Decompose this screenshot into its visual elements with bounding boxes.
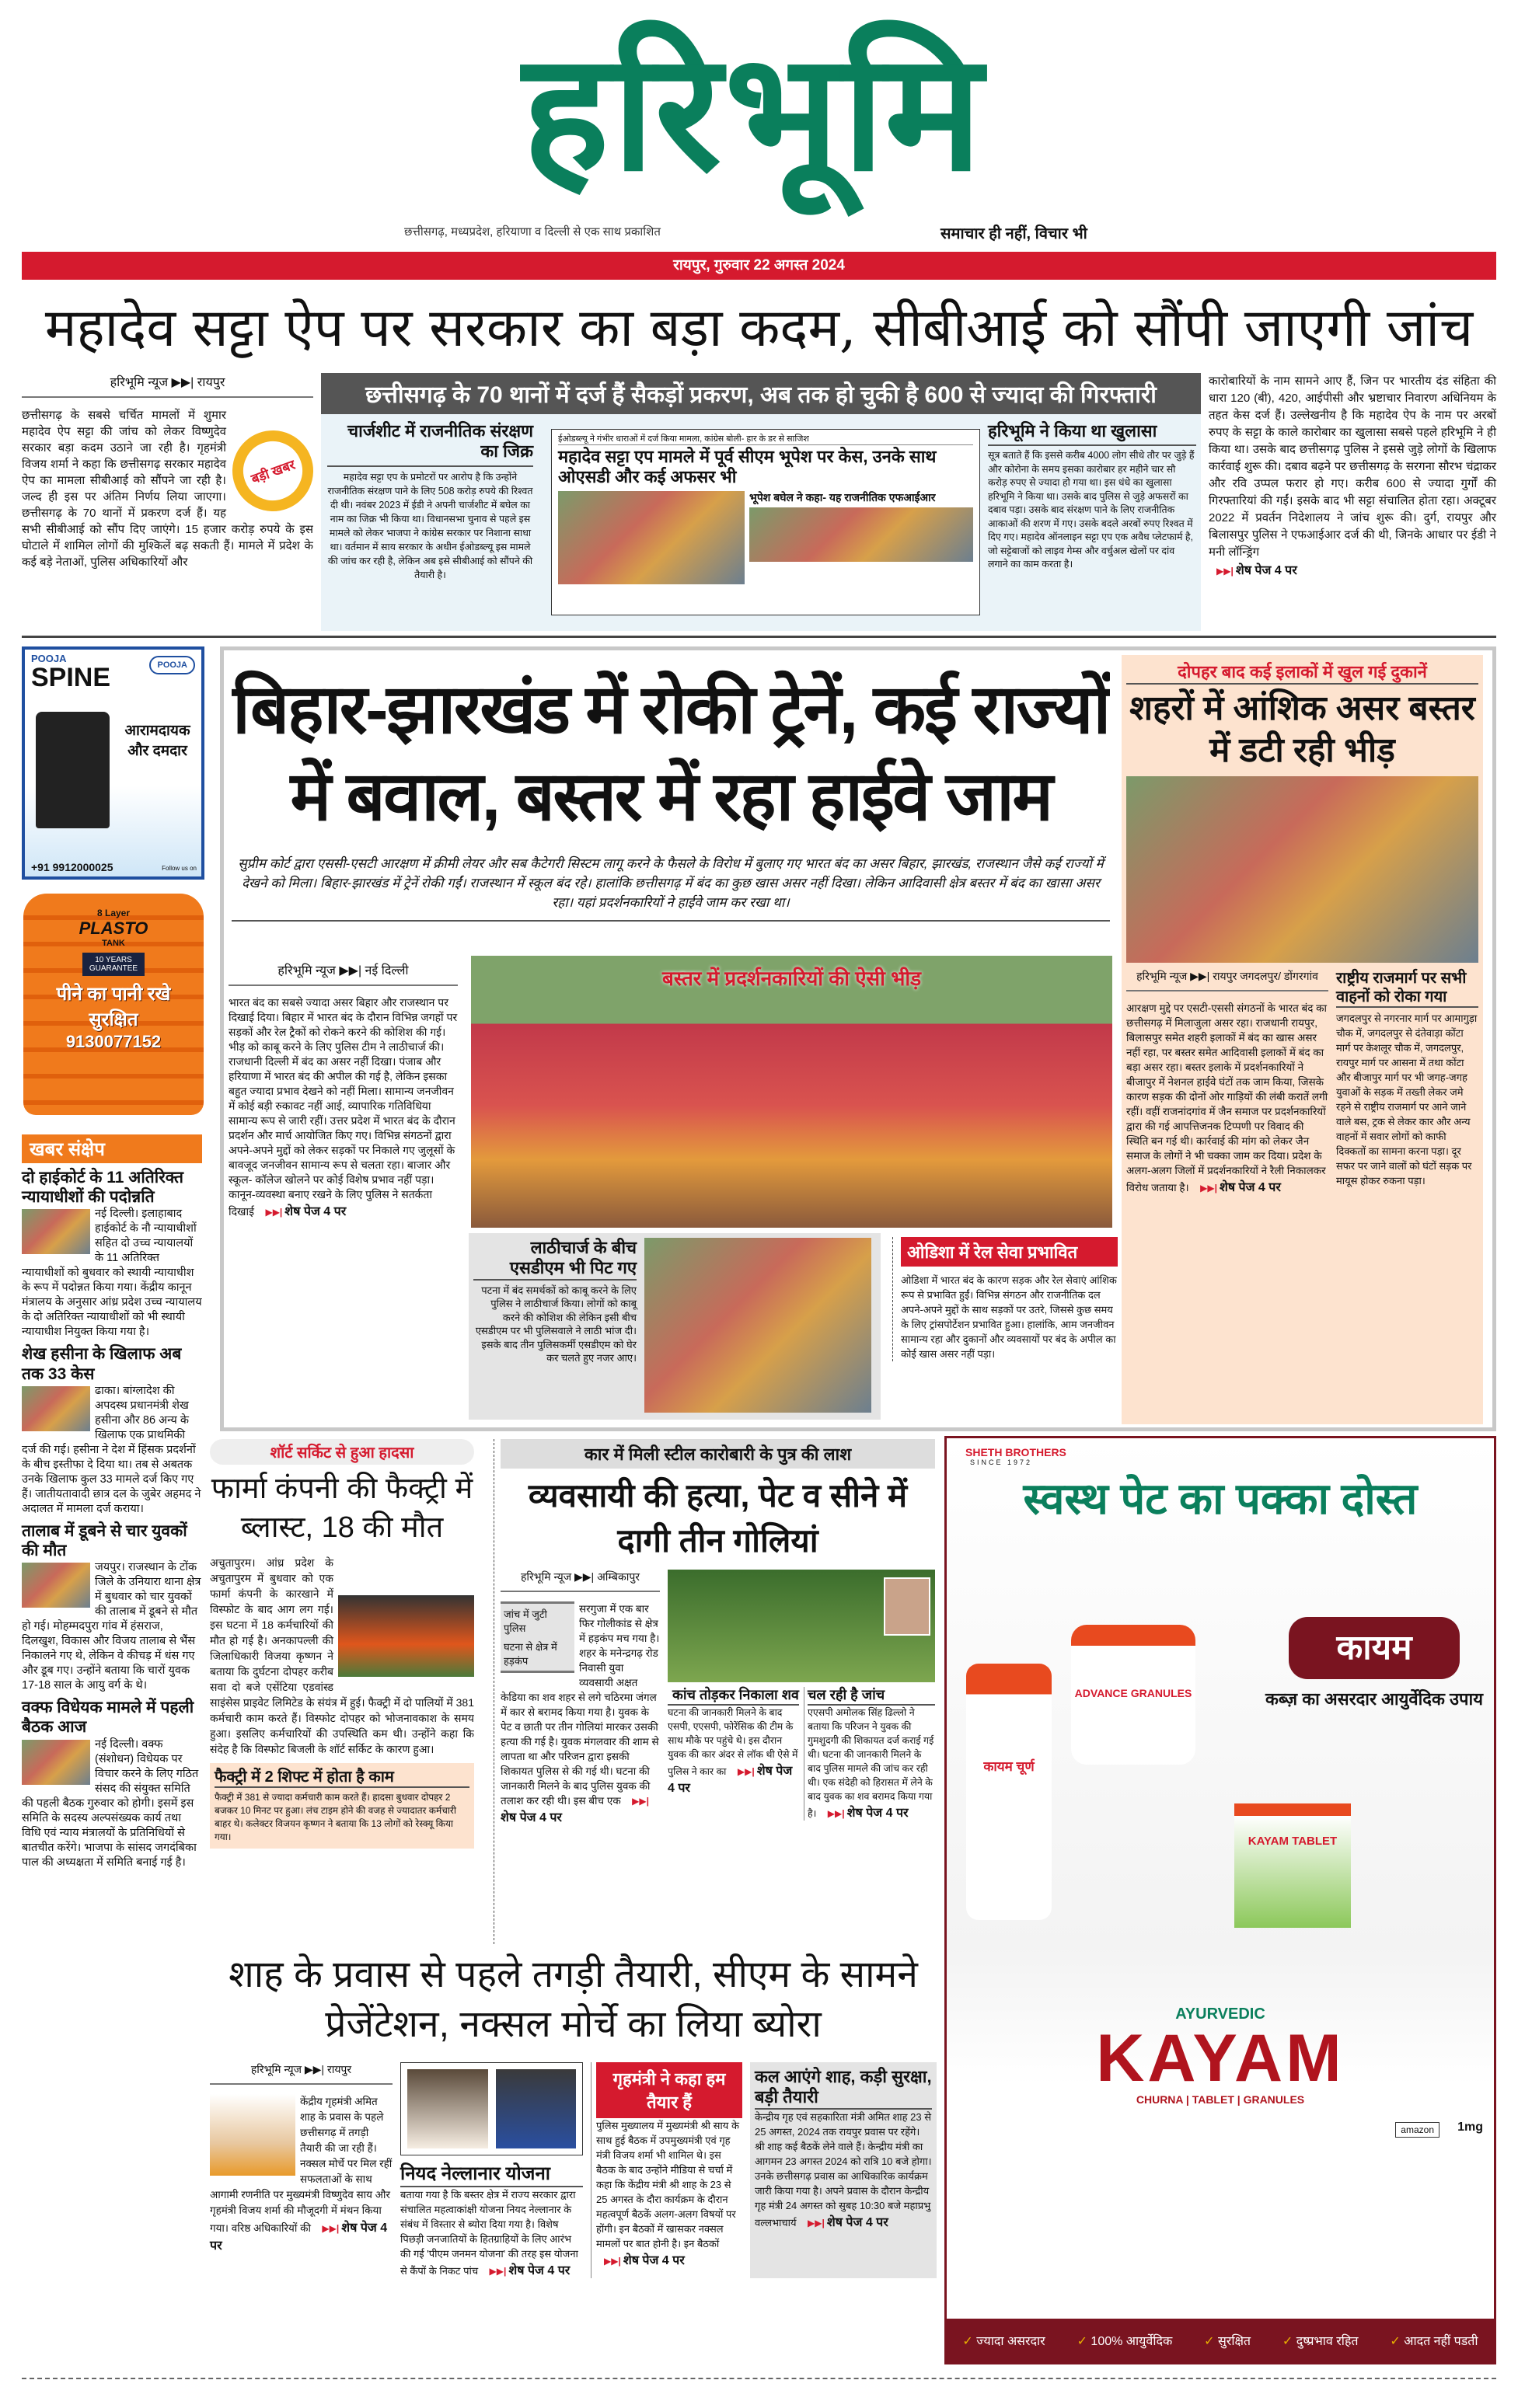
clip-photo: [558, 491, 745, 584]
ad-tagline: कब्ज़ का असरदार आयुर्वेदिक उपाय: [1265, 1689, 1483, 1709]
shah-visit-story: [210, 1950, 937, 2278]
glass-body: घटना की जानकारी मिलने के बाद एसपी, एएसपी, फोरेंसिक की टीम के साथ मौके पर पहुंचे थे। इस दौरान युवक की कार अंदर से लॉक थी ऐसे में पुलिस ने कार का: [668, 1706, 798, 1777]
brief-headline: वक्फ विधेयक मामले में पहली बैठक आज: [22, 1699, 194, 1737]
factory-blast-story: [210, 1439, 474, 1944]
ad-maker: SHETH BROTHERS: [965, 1446, 1066, 1458]
brief-body: नई दिल्ली। वक्फ (संशोधन) विधेयक पर विचार करने के लिए गठित संसद की संयुक्त समिति की पहली बैठक गुरुवार को होगी। इसमें इस समिति के सदस्य अल्पसंख्यक कार्य तथा विधि एवं न्याय मंत्रालयों के प्रतिनिधियों से बातचीत करेंगे। भाजपा के सांसद जगदंबिका पाल की अध्यक्षता में समिति बनाई गई है।: [22, 1737, 199, 1869]
byline: हरिभूमि न्यूज ▶▶| रायपुर जगदलपुर/ डोंगरगांव: [1126, 969, 1328, 991]
briefs-title: खबर संक्षेप: [22, 1134, 202, 1163]
shah-headline: शाह के प्रवास से पहले तगड़ी तैयारी, सीएम के सामने प्रेजेंटेशन, नक्सल मोर्चे का लिया ब्योरा: [229, 1954, 918, 2045]
lead-banner: छत्तीसगढ़ के 70 थानों में दर्ज हैं सैकड़ों प्रकरण, अब तक हो चुकी है 600 से ज्यादा की गिरफ्तारी: [321, 373, 1201, 414]
ad-product: SPINE: [31, 663, 111, 692]
shift-box: [210, 1763, 474, 1849]
ad-phone: +91 9912000025: [31, 861, 113, 873]
hasina-photo: [22, 1386, 90, 1431]
shift-body: फैक्ट्री में 381 से ज्यादा कर्मचारी काम करते हैं। हादसा बुधवार दोपहर 2 बजकर 10 मिनट पर हुआ। लंच टाइम होने की वजह से ज्यादातर कर्मचारी बाहर थे। कलेक्टर विजयन कृष्णन ने बताया कि 13 लोगों को रेस्क्यू किया गया।: [215, 1792, 456, 1842]
byline: हरिभूमि न्यूज ▶▶| अम्बिकापुर: [501, 1570, 660, 1592]
masthead-logo: हरिभूमि: [522, 21, 986, 204]
pooja-ad: [22, 646, 204, 880]
ad-slogan: पीने का पानी रखे सुरक्षित: [56, 984, 171, 1030]
lathicharge-photo: [644, 1238, 871, 1413]
shah-body: केंद्रीय गृहमंत्री अमित शाह के प्रवास के पहले छत्तीसगढ़ में तगड़ी तैयारी की जा रही हैं। नक्सल मोर्चे पर मिल रहीं सफलताओं के साथ आगामी रणनीति पर मुख्यमंत्री विष्णुदेव साय और गृहमंत्री विजय शर्मा की मौजूदगी में मंथन किया गया। वरिष्ठ अधिकारियों की: [210, 2096, 393, 2234]
highlight-point: घटना से क्षेत्र में हड़कंप: [504, 1641, 557, 1667]
brief-item: [22, 1521, 202, 1693]
murder-story: [494, 1439, 935, 1944]
cg-kicker: दोपहर बाद कई इलाकों में खुल गई दुकानें: [1126, 660, 1478, 685]
waqf-board-photo: [22, 1740, 90, 1785]
fire-photo: [338, 1595, 474, 1677]
probe-title: चल रही है जांच: [808, 1687, 935, 1706]
news-briefs: [22, 1134, 202, 1870]
bandh-body: भारत बंद का सबसे ज्यादा असर बिहार और राजस्थान पर दिखाई दिया। बिहार में भारत बंद के दौरान विभिन्न जगहों पर सड़कों और रेल ट्रैकों को रोकने करने की कोशिश की गई। भीड़ को काबू करने के लिए पुलिस टीम ने लाठीचार्ज की। राजधानी दिल्ली में बंद का असर नहीं दिखा। पंजाब और हरियाणा में भारत बंद की अपील की गई है, लेकिन इसका बहुत ज्यादा प्रभाव देखने को नहीं मिला। सामान्य जनजीवन में कोई बड़ी रुकावट नहीं आई, व्यापारिक गतिविधिया सामान्य रूप से जारी रहीं। उत्तर प्रदेश में भारत बंद के दौरान प्रदर्शन और मार्च आयोजित किए गए। विभिन्न संगठनों द्वारा अपने-अपने मुद्दों को लेकर सड़कों पर निकाले गए जुलूसों के बावजूद जनजीवन सामान्य रूप से चलता रहा। बाजार और स्कूल- कॉलेज खोलने पर कोई विशेष प्रभाव नहीं पड़ा। कानून-व्यवस्था बनाए रखने के लिए पुलिस ने सतर्कता दिखाई: [229, 996, 458, 1218]
lathicharge-box: [469, 1233, 881, 1420]
ad-ayurvedic: AYURVEDIC: [1175, 2006, 1265, 2023]
crime-scene-photo: [668, 1570, 935, 1682]
shift-title: फैक्ट्री में 2 शिफ्ट में होता है काम: [215, 1768, 469, 1788]
bandh-deck: सुप्रीम कोर्ट द्वारा एससी-एसटी आरक्षण में क्रीमी लेयर और सब कैटेगरी सिस्टम लागू करने के फैसले के विरोध में बुलाए गए भारत बंद का असर बिहार, झारखंड, राजस्थान जैसे कई राज्यों में देखने को मिला। बिहार-झारखंड में ट्रेनें रोकी गईं। राजस्थान में स्कूल बंद रहे। हालांकि छत्तीसगढ़ में बंद का कुछ खास असर नहीं दिखा। लेकिन आदिवासी क्षेत्र बस्तर में बंद का खासा असर रहा। यहां प्रदर्शनकारियों ने हाईवे जाम कर रखा था।: [232, 854, 1110, 922]
minister-photo: [496, 2069, 577, 2148]
tagline: समाचार ही नहीं, विचार भी: [940, 225, 1087, 242]
security-title: कल आएंगे शाह, कड़ी सुरक्षा, बड़ी तैयारी: [755, 2067, 932, 2110]
continued-link[interactable]: ▶▶| शेष पेज 4 पर: [490, 2264, 571, 2277]
lead-right-column: [1209, 373, 1496, 578]
brief-headline: दो हाईकोर्ट के 11 अतिरिक्त न्यायाधीशों की पदोन्नति: [22, 1169, 184, 1207]
khulasa-title: हरिभूमि ने किया था खुलासा: [988, 421, 1196, 446]
niyad-title: नियद नेल्लानार योजना: [400, 2163, 583, 2187]
odisha-box: [892, 1237, 1118, 1361]
product-churna: कायम चूर्ण: [966, 1664, 1052, 1920]
newspaper-clipping: [551, 429, 980, 615]
cg-headline: शहरों में आंशिक असर बस्तर में डटी रही भीड़: [1129, 689, 1475, 769]
niyad-body: बताया गया है कि बस्तर क्षेत्र में राज्य सरकार द्वारा संचालित महत्वाकांक्षी योजना नियद नेल्लानार के संबंध में विस्तार से ब्योरा दिया गया है। विशेष पिछड़ी जनजातियों के हितग्राहियों के लिए आरंभ की गई 'पीएम जनमन योजना' की तरह इस योजना से कैंपों के निकट पांच: [400, 2188, 578, 2277]
probe-body: एएसपी अमोलक सिंह ढिल्लो ने बताया कि परिजन ने युवक की गुमशुदगी की शिकायत दर्ज कराई गई थी। घटना की जानकारी मिलने के बाद पुलिस मामले की जांच कर रही थी। एक संदेही को हिरासत में लेने के बाद युवक का शव बरामद किया गया है।: [807, 1706, 934, 1819]
blast-headline: फार्मा कंपनी की फैक्ट्री में ब्लास्ट, 18 की मौत: [211, 1472, 473, 1544]
ad-since: SINCE 1972: [970, 1458, 1033, 1466]
brief-body: जयपुर। राजस्थान के टोंक जिले के उनियारा थाना क्षेत्र में बुधवार को चार युवकों की तालाब में डूबने से मौत हो गई। मोहम्मदपुरा गांव में हंसराज, दिलखुश, विकास और विजय तालाब से भैंस निकालने गए थे, लेकिन वे कीचड़ में धंस गए और डूब गए। उन्होंने बताया कि चारों युवक 17-18 साल के आयु वर्ग के थे।: [22, 1561, 201, 1692]
product-granules: ADVANCE GRANULES: [1071, 1625, 1195, 1765]
lead-body: छत्तीसगढ़ के सबसे चर्चित मामलों में शुमार महादेव ऐप सट्टा की जांच को लेकर विष्णुदेव सरकार बड़ा कदम उठाने जा रही है। गृहमंत्री विजय शर्मा ने कहा कि छत्तीसगढ़ सरकार महादेव ऐप का मामला सीबीआई को सौंपने जा रही है। जल्द ही इस पर अंतिम निर्णय लिया जाएगा। छत्तीसगढ़ के 70 थानों में प्रकरण दर्ज हैं। यह सभी सीबीआई को सौंप दिए जाएंगे। 15 हजार करोड़ रुपये के इस घोटाले में शामिल लोगों की मुश्किलें बढ़ सकती हैं। मामले में प्रदेश के कई बड़े नेताओं, पुलिस अधिकारियों और: [22, 409, 313, 569]
benefit: दुष्प्रभाव रहित: [1296, 2335, 1359, 2348]
ad-brand: POOJA: [31, 653, 67, 664]
ad-brand: PLASTO: [79, 918, 148, 938]
plasto-ad: [23, 894, 204, 1115]
benefit: सुरक्षित: [1217, 2335, 1251, 2348]
crowd-photo: [471, 956, 1112, 1228]
ready-title: गृहमंत्री ने कहा हम तैयार हैं: [596, 2062, 742, 2118]
continued-link[interactable]: ▶▶| शेष पेज 4 पर: [501, 1794, 651, 1824]
lead-box: [321, 373, 1201, 631]
pooja-logo: POOJA: [149, 656, 195, 674]
continued-link[interactable]: ▶▶| शेष पेज 4 पर: [1216, 564, 1297, 577]
clip-photo-2: [749, 507, 973, 562]
ad-follow: Follow us on: [162, 865, 197, 872]
byline: हरिभूमि न्यूज ▶▶| रायपुर: [210, 2062, 393, 2085]
glass-title: कांच तोड़कर निकाला शव: [668, 1687, 799, 1706]
nh-body: जगदलपुर से नगरनार मार्ग पर आमागुड़ा चौक में, जगदलपुर से दंतेवाड़ा कोंटा मार्ग पर केशलूर चौक में, जगदलपुर, रायपुर मार्ग पर आसना में तथा कोंटा और बीजापुर मार्ग पर भी जगह-जगह युवाओं के सड़क में तख्ती लेकर जमे रहने से राष्ट्रीय राजमार्ग पर आने जाने वाले बस, ट्रक से लेकर कार और अन्य वाहनों में सवार लोगों को काफी दिक्कतों का सामना करना पड़ा। दूर सफर पर जाने वालों को घंटों सड़क पर मायूस होकर रुकना पड़ा।: [1336, 1012, 1478, 1187]
ad-forms: CHURNA | TABLET | GRANULES: [1136, 2093, 1305, 2106]
murder-kicker: कार में मिली स्टील कारोबारी के पुत्र की लाश: [501, 1439, 935, 1469]
chair-image: [36, 712, 110, 828]
guarantee-badge: 10 YEARS GUARANTEE: [82, 953, 145, 976]
benefit: आदत नहीं पडती: [1404, 2335, 1478, 2348]
security-body: केन्द्रीय गृह एवं सहकारिता मंत्री अमित शाह 23 से 25 अगस्त, 2024 तक रायपुर प्रवास पर रहेंगे। श्री शाह कई बैठकें लेने वाले हैं। केन्द्रीय मंत्री का आगमन 23 अगस्त 2024 को रात्रि 10 बजे होगा। उनके छत्तीसगढ़ प्रवास का आधिकारिक कार्यक्रम जारी किया गया है। अपने प्रवास के दौरान केन्द्रीय गृह मंत्री 24 अगस्त को सुबह 10:30 बजे महाप्रभु वल्लभाचार्य: [755, 2110, 932, 2229]
cm-photo: [407, 2069, 488, 2148]
photo-caption: बस्तर में प्रदर्शनकारियों की ऐसी भीड़: [662, 967, 921, 990]
clip-kicker: ईओडब्ल्यू ने गंभीर धाराओं में दर्ज किया मामला, कांग्रेस बोली- हार के डर से साजिश: [558, 433, 973, 445]
highlight-point: जांच में जुटी पुलिस: [504, 1608, 547, 1634]
brief-item: [22, 1344, 202, 1516]
continued-link[interactable]: ▶▶| शेष पेज 4 पर: [1200, 1181, 1281, 1194]
continued-link[interactable]: ▶▶| शेष पेज 4 पर: [828, 1807, 909, 1820]
1mg-logo: 1mg: [1457, 2121, 1483, 2134]
lead-left-column: [22, 373, 313, 631]
continued-link[interactable]: ▶▶| शेष पेज 4 पर: [604, 2254, 685, 2267]
chhattisgarh-panel: [1122, 655, 1483, 1424]
kayam-ad: [944, 1436, 1496, 2364]
brief-headline: शेख हसीना के खिलाफ अब तक 33 केस: [22, 1345, 182, 1383]
continued-link[interactable]: ▶▶| शेष पेज 4 पर: [668, 1765, 792, 1795]
brief-item: [22, 1698, 202, 1870]
big-news-badge: बड़ी खबर: [221, 419, 313, 522]
odisha-title: ओडिशा में रेल सेवा प्रभावित: [901, 1237, 1118, 1267]
benefits-bar: ✓ ज्यादा असरदार ✓ 100% आयुर्वेदिक ✓ सुरक्षित ✓ दुष्प्रभाव रहित ✓ आदत नहीं पडती: [947, 2319, 1494, 2362]
edition-line: छत्तीसगढ़, मध्यप्रदेश, हरियाणा व दिल्ली से एक साथ प्रकाशित: [404, 225, 661, 239]
dateline: रायपुर, गुरुवार 22 अगस्त 2024: [22, 252, 1496, 280]
brief-headline: तालाब में डूबने से चार युवकों की मौत: [22, 1521, 187, 1559]
blast-body: अचुतापुरम। आंध्र प्रदेश के अचुतापुरम में बुधवार को एक फार्मा कंपनी के कारखाने में विस्फोट के बाद आग लग गई। इस घटना में 18 कर्मचारियों की मौत हो गई है। अनकापल्ली की जिलाधिकारी विजया कृष्णन ने बताया कि दुर्घटना दोपहर करीब सवा दो बजे एसेंटिया एडवांस्ड साइंसेस प्राइवेट लिमिटेड के संयंत्र में हुई। फैक्ट्री में दो पालियों में 381 कर्मचारी काम करते हैं। विस्फोट दोपहर को भोजनावकाश के समय हुआ। इसलिए कर्मचारियों की उपस्थिति कम थी। उन्होंने कहा कि संदेह है कि विस्फोट बिजली के शॉर्ट सर्किट के कारण हुआ।: [210, 1556, 474, 1755]
ad-headline: स्वस्थ पेट का पक्का दोस्त: [1023, 1474, 1418, 1523]
continued-link[interactable]: ▶▶| शेष पेज 4 पर: [808, 2216, 888, 2229]
court-photo: [22, 1209, 90, 1254]
clip-headline: महादेव सट्टा एप मामले में पूर्व सीएम भूपेश पर केस, उनके साथ ओएसडी और कई अफसर भी: [558, 447, 937, 487]
ad-phone: 9130077152: [65, 1032, 162, 1051]
lead-headline: महादेव सट्टा ऐप पर सरकार का बड़ा कदम, सीबीआई को सौंपी जाएगी जांच: [44, 298, 1474, 359]
continued-link[interactable]: ▶▶| शेष पेज 4 पर: [265, 1205, 346, 1218]
brief-item: [22, 1168, 202, 1340]
amazon-logo: amazon: [1395, 2122, 1439, 2138]
ad-layers: 8 Layer: [96, 908, 131, 918]
khulasa-body: सूत्र बताते हैं कि इससे करीब 4000 लोग सीधे तौर पर जुड़े हैं और कोरोना के समय इसका कारोबार हर महीने चार सौ करोड़ रुपए से ज्यादा हो गया था। इस धंधे का खुलासा हरिभूमि ने किया था। उसके बाद पुलिस से जुड़े अफसरों का दबाव पड़ा। उसके बाद संरक्षण पाने के लिए राजनीतिक आकाओं की शरण में गए। उसके बदले अरबों रुपए रिश्वत में दिए गए। महादेव ऑनलाइन सट्टा एप एक अवैध प्लेटफार्म है, जो सट्टेबाजों को लाइव गेम्स और वर्चुअल खेलों पर दांव लगाने का काम करता है।: [988, 450, 1195, 570]
protest-photo: [1126, 776, 1478, 963]
cg-body: आरक्षण मुद्दे पर एसटी-एससी संगठनों के भारत बंद का छत्तीसगढ़ में मिलाजुला असर रहा। राजधानी रायपुर, बिलासपुर समेत शहरी इलाकों में बंद का खास असर नहीं रहा, पर बस्तर समेत आदिवासी इलाकों में बंद का बड़ा असर रहा। बस्तर इलाके में प्रदर्शनकारियों ने बीजापुर में नेशनल हाईवे घंटों तक जाम किया, जिसके कारण सड़क की दोनों ओर गाड़ियों की लंबी करातें लगी रहीं। वहीं राजनांदगांव में जैन समाज पर प्रदर्शनकारियों द्वारा की गई आपत्तिजनक टिप्पणी पर विवाद की स्थिति बन गई थी। कार्रवाई की मांग को लेकर जैन समाज के लोगों ने भी चक्का जाम कर दिया। प्रदेश के अलग-अलग जिलों में प्रदर्शनकारियों ने रैली निकालकर विरोध जताया है।: [1126, 1002, 1328, 1194]
bandh-headline: बिहार-झारखंड में रोकी ट्रेनें, कई राज्यों में बवाल, बस्तर में रहा हाईवे जाम: [232, 671, 1109, 835]
benefit: 100% आयुर्वेदिक: [1091, 2335, 1173, 2348]
byline: हरिभूमि न्यूज ▶▶| नई दिल्ली: [229, 961, 458, 986]
byline: हरिभूमि न्यूज ▶▶| रायपुर: [22, 373, 313, 398]
bharat-bandh-section: [220, 646, 1496, 1431]
ad-slogan: आरामदायक और दमदार: [124, 723, 190, 759]
benefit: ज्यादा असरदार: [976, 2335, 1045, 2348]
clip-subheadline: भूपेश बघेल ने कहा- यह राजनीतिक एफआईआर: [749, 490, 936, 504]
amit-shah-photo: [210, 2094, 295, 2176]
murder-headline: व्यवसायी की हत्या, पेट व सीने में दागी तीन गोलियां: [528, 1477, 908, 1559]
kayam-logo: KAYAM: [1096, 2021, 1345, 2096]
product-tablet: KAYAM TABLET: [1234, 1803, 1351, 1928]
brief-body: ढाका। बांग्लादेश की अपदस्थ प्रधानमंत्री शेख हसीना और 86 अन्य के खिलाफ एक प्राथमिकी दर्ज की गई। हसीना ने देश में हिंसक प्रदर्शनों के बीच इस्तीफा दे दिया था। तब से अबतक उनके खिलाफ कुल 33 मामले दर्ज किए गए हैं। जातीयतावादी छात्र दल के जुबेर अहमद ने अदालत में मामला दर्ज कराया।: [22, 1384, 201, 1515]
continued-link[interactable]: ▶▶| शेष पेज 4 पर: [210, 2222, 387, 2253]
pond-photo: [22, 1563, 90, 1608]
charge-title: चार्जशीट में राजनीतिक संरक्षण का जिक्र: [327, 421, 533, 467]
blast-kicker: शॉर्ट सर्किट से हुआ हादसा: [210, 1439, 474, 1465]
lathi-title: लाठीचार्ज के बीच एसडीएम भी पिट गए: [473, 1238, 637, 1281]
lathi-body: पटना में बंद समर्थकों को काबू करने के लिए पुलिस ने लाठीचार्ज किया। लोगों को काबू करने की कोशिश की लेकिन इसी बीच एसडीएम पर भी पुलिसवाले ने लाठी भांज दी। इसके बाद तीन पुलिसकर्मी एसडीएम को घेर कर चलते हुए नजर आए।: [475, 1284, 637, 1364]
ad-tank: TANK: [102, 939, 125, 948]
brief-body: नई दिल्ली। इलाहाबाद हाईकोर्ट के नौ न्यायाधीशों सहित दो उच्च न्यायालयों के 11 अतिरिक्त न्यायाधीशों को बुधवार को स्थायी न्यायाधीश के रूप में पदोन्नत किया गया। केंद्रीय कानून मंत्रालय के अनुसार आंध्र प्रदेश उच्च न्यायालय के दो अतिरिक्त न्यायाधीशों को भी स्थायी न्यायाधीश नियुक्त किया गया है।: [22, 1207, 202, 1339]
murder-body: सरगुजा में एक बार फिर गोलीकांड से क्षेत्र में हड़कंप मच गया है। शहर के मनेन्द्रगढ़ रोड निवासी युवा व्यवसायी अक्षत केडिया का शव शहर से लगे चठिरमा जंगल में कार से बरामद किया गया है। युवक के पेट व छाती पर तीन गोलियां मारकर उसकी हत्या की गई है। युवक मंगलवार की शाम से लापता था और परिजन द्वारा इसकी शिकायत पुलिस से की गई थी। घटना की जानकारी मिलने के बाद पुलिस युवक की तलाश कर रही थी। इस बीच एक: [501, 1603, 660, 1807]
odisha-body: ओडिशा में भारत बंद के कारण सड़क और रेल सेवाएं आंशिक रूप से प्रभावित हुईं। विभिन्न संगठन और राजनीतिक दल अपने-अपने मुद्दों के साथ सड़कों पर उतरे, जिससे कुछ समय के लिए ट्रांसपोर्टेशन प्रभावित हुआ। हालांकि, आम जनजीवन सामान्य रहा और दुकानों और व्यवसायों पर बंद के अपील का कोई खास असर नहीं पड़ा।: [901, 1274, 1117, 1360]
charge-body: महादेव सट्टा एप के प्रमोटरों पर आरोप है कि उन्होंने राजनीतिक संरक्षण पाने के लिए 508 करोड़ रुपये की रिश्वत दी थी। नवंबर 2023 में ईडी ने अपनी चार्जशीट में बघेल का नाम का जिक्र भी किया था। विधानसभा चुनाव से पहले इस मामले को लेकर भाजपा ने कांग्रेस सरकार पर निशाना साधा था। वर्तमान में साय सरकार के अधीन ईओडब्ल्यू इस मामले की जांच कर रही है, लेकिन अब इसे सीबीआई को सौंपने की तैयारी है।: [327, 471, 533, 580]
victim-photo: [884, 1577, 930, 1636]
ready-body: पुलिस मुख्यालय में मुख्यमंत्री श्री साय के साथ हुई बैठक में उपमुख्यमंत्री एवं गृह मंत्री विजय शर्मा भी शामिल थे। इस बैठक के बाद उन्होंने मीडिया से चर्चा में कहा कि केंद्रीय मंत्री श्री शाह के 23 से 25 अगस्त के दौरा कार्यक्रम के दौरान महत्वपूर्ण बैठकें अलग-अलग विषयों पर होंगी। इन बैठकों में खासकर नक्सल मामलों पर बात होनी है। इन बैठकों: [596, 2120, 739, 2249]
nh-title: राष्ट्रीय राजमार्ग पर सभी वाहनों को रोका गया: [1336, 969, 1478, 1008]
brand-hindi: कायम: [1289, 1617, 1460, 1679]
lead-right-body: कारोबारियों के नाम सामने आए हैं, जिन पर भारतीय दंड संहिता की धारा 120 (बी), 420, आईपीसी और भ्रष्टाचार निवारण अधिनियम के तहत केस दर्ज हैं। उल्लेखनीय है कि महादेव ऐप के नाम पर अरबों रुपए के सट्टा के काले कारोबार का खुलासा सबसे पहले हरिभूमि ने ही किया था। उसके बाद छत्तीसगढ़ पुलिस ने इससे जुड़े लोगों के खिलाफ कार्रवाई शुरू की। दबाव बढ़ने पर छत्तीसगढ़ के सरगना सौरभ चंद्राकर और रवि उप्पल फरार हो गए। करीब 600 से ज्यादा गुर्गों की गिरफ्तारियां की गईं। इसके बाद भी सट्टा संचालित होता रहा। अक्टूबर 2022 में प्रवर्तन निदेशालय ने जांच शुरू की। दुर्ग, रायपुर और बिलासपुर पुलिस ने एफआईआर दर्ज की थी, जिनके आधार पर ईडी ने मनी लॉन्ड्रिंग: [1209, 375, 1496, 559]
